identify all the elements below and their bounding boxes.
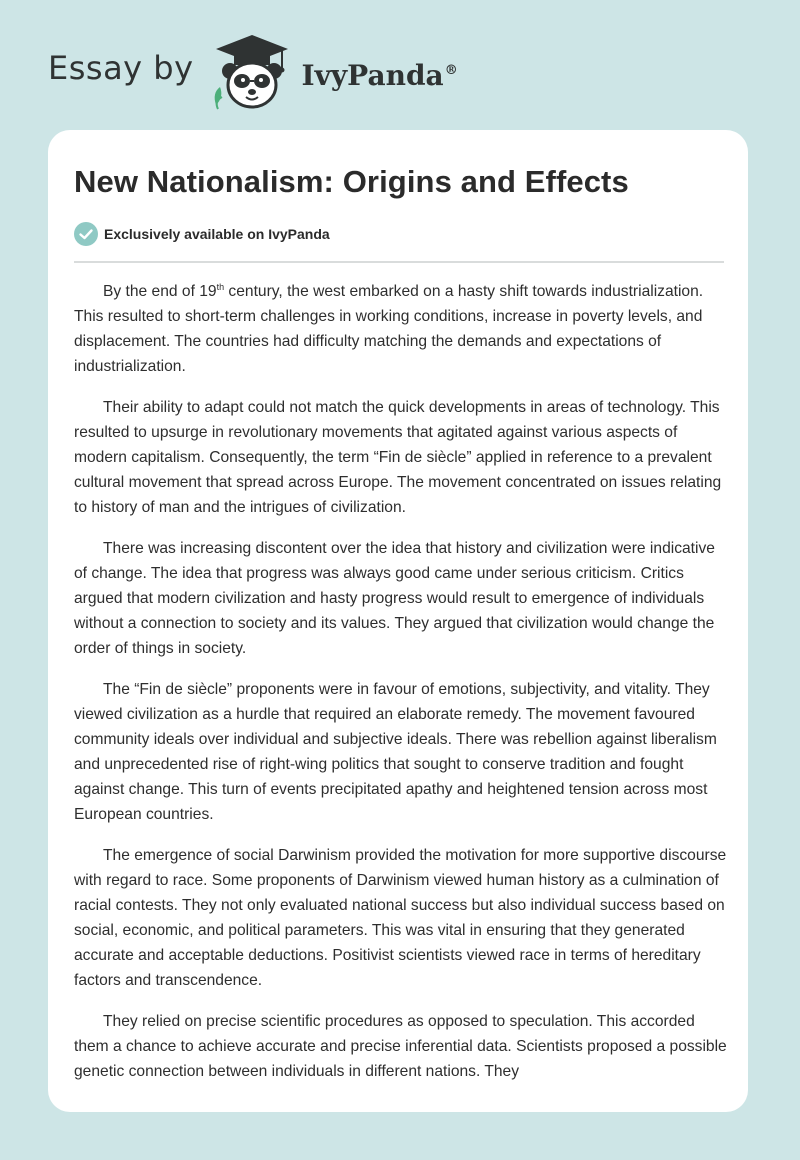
exclusive-label: Exclusively available on IvyPanda [104,226,330,242]
paragraph: They relied on precise scientific procedures as opposed to speculation. This accorded them a chance to achieve accurate and precise inferential data. Scientists proposed a possible genetic connection between individuals in different nations. They [74,1013,727,1080]
panda-graduate-icon [210,31,294,115]
essay-title: New Nationalism: Origins and Effects [74,164,629,199]
registered-mark: ® [444,63,458,79]
paragraph: There was increasing discontent over the idea that history and civilization were indicative of change. The idea that progress was always good came under serious criticism. Critics argued that modern civilization and hasty progress would result to emergence of individuals without a connection to society and its values. They argued that civilization would change the order of things in society. [74,540,715,657]
site-header [48,28,458,118]
paragraph: The “Fin de siècle” proponents were in favour of emotions, subjectivity, and vitality. They viewed civilization as a hurdle that required an elaborate remedy. The movement favoured community ideals over individual and subjective ideals. There was rebellion against liberalism and unprecedented rise of right-wing politics that sought to conserve tradition and fought against change. This turn of events precipitated apathy and heightened tension across most European countries. [74,681,717,823]
essay-body [74,279,728,1100]
divider [74,261,724,263]
paragraph: The emergence of social Darwinism provided the motivation for more supportive discourse with regard to race. Some proponents of Darwinism viewed human history as a culmination of racial contests. They not only evaluated national success but also individual success based on social, economic, and political parameters. This was vital in ensuring that they generated accurate and acceptable deductions. Positivist scientists viewed race in terms of hereditary factors and transcendence. [74,847,727,989]
paragraph: Their ability to adapt could not match the quick developments in areas of technology. This resulted to upsurge in revolutionary movements that agitated against various aspects of modern capitalism. Consequently, the term “Fin de siècle” applied in reference to a prevalent cultural movement that spread across Europe. The movement concentrated on issues relating to history of man and the intrigues of civilization. [74,399,722,516]
brand-name: IvyPanda® [301,58,458,92]
check-circle-icon [74,222,98,246]
exclusive-badge [74,222,330,246]
essay-by-label: Essay by [48,49,194,87]
paragraph: By the end of 19th century, the west embarked on a hasty shift towards industrialization. This resulted to short-term challenges in working conditions, increase in poverty levels, and displacement. The countries had difficulty matching the demands and expectations of industrialization. [74,281,704,375]
essay-card [48,130,748,1112]
